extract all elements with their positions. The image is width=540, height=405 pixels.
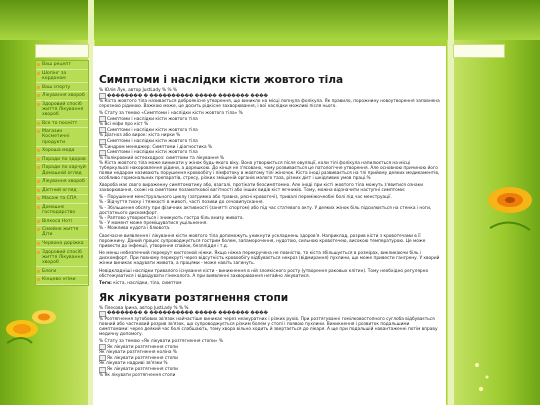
bullet-icon (37, 72, 40, 75)
top-banner (0, 0, 540, 40)
related-line: % Всі міфи про кіст % (99, 122, 149, 128)
tags (99, 281, 440, 286)
sidebar-header (35, 44, 89, 58)
sidebar-item-link[interactable]: Домашнє господарство (42, 204, 76, 216)
garbled-text: �������� � ���������� ����� ������� ���� (107, 311, 269, 317)
bullet-icon (37, 149, 40, 152)
broken-image-icon (99, 139, 106, 145)
paragraph: % Розтягнення зутобових зв'язок найчастіше виникає через неакуратних і різких рухів. При розтягуванні гомілковостопного суглоба відбувається повний або частковий розрив зв'язок, що супроводжується різким болем у стопі і появою пухлини. Виникнення і розвиток подальшими симптомами: через деякий час болі слабшають, тому хвора вільно ходить й звертається до лікаря. А ще при подальшій навантаженні потім вправу медичну допомогу. (99, 316, 438, 338)
sidebar-item[interactable] (36, 156, 88, 165)
bullet-icon (37, 189, 40, 192)
right-sidebar-header (453, 44, 505, 58)
sidebar-item-link[interactable]: Все то посмітт (42, 120, 78, 126)
symptom-item: % - Відчуття тиску і тяжкості в животі, часті позиви до сечовипускання. (99, 200, 264, 206)
symptom-item: % - Порушення менструального циклу (затримка або травна, рясні кровотечі), тривалі переміжочеобні болі під час менструації. (99, 195, 392, 201)
paragraph: % Кіста жовтого тіла може виникати у жінок будь-якого віку. Вона утворюється після овуляції, коли тілі фолікула напилюється на місці туберкульозі накоровлення рідини, а дорешкою. До кінця не з'ясовано, чому розвивається це патологічне утворення. Але основною причиною його появи недаром називають порушення кровообігу і лімфотоку в жовтому тілі жіночок. Кіста іноді развивається на тлі прийому деяких медикаментів, особливо гормональних препаратів, стресу, різких зміщеній органів малого таза, різних дієт і шкідливих умов праці.% (99, 160, 440, 182)
sidebar-nav (35, 60, 89, 286)
symptom-item: % - Раптово утворюється і знижують гостра біль внизу живота. (99, 215, 244, 221)
bullet-icon (37, 103, 40, 106)
sidebar-item[interactable] (36, 128, 88, 147)
broken-image-icon (99, 367, 106, 373)
sidebar-item[interactable] (36, 164, 88, 178)
sidebar-item[interactable] (36, 276, 88, 285)
article-meta: % Юлія Лук, автор JustLady % % % (99, 88, 178, 93)
sidebar-item-link[interactable]: Кінцево нгіми (42, 277, 76, 283)
right-stripe (448, 0, 454, 405)
sidebar-item-link[interactable]: Блоги (42, 268, 57, 274)
flower-decoration-right (470, 176, 540, 232)
bullet-icon (37, 86, 40, 89)
bullet-icon (37, 63, 40, 66)
sidebar-item-link[interactable]: Ваш спорту (42, 84, 71, 90)
sidebar-item[interactable] (36, 147, 88, 156)
symptom-item: % - У момент може преміщуватися ущільнення. (99, 220, 208, 226)
related-link-text[interactable]: Симптоми і наслідки кісти жовтого тіла (107, 139, 198, 145)
bullet-icon (37, 278, 40, 281)
related-link-text[interactable]: Симптоми і наслідки кісти жовтого тіла (107, 150, 198, 156)
sidebar-item[interactable] (36, 178, 88, 187)
related-line: % Діагноз або вирок: кіста нирки % (99, 133, 181, 139)
right-sidebar (453, 44, 505, 58)
sidebar-item-link[interactable]: Поради по харчуй Домашній огляд (42, 165, 86, 176)
sidebar-item-link[interactable]: Дієтний огляд (42, 187, 77, 193)
paragraph: Своєчасне виявлення і лікування кісти жовтого тіла допоможуть уникнути ускладнень здоров'я. Наприклад, розрив кісти з кровотечами в її порожнину. Даний процес супроводжується гострим болем, запаморочення, нудотою, сильною кровотечею, високою температурою. Це може привести до інфекції, утворення спайок, безпліддя і т.д. (99, 233, 426, 250)
sidebar-item-link[interactable]: Масаж та СПА (42, 196, 77, 202)
sidebar-item[interactable] (36, 267, 88, 276)
left-sidebar (35, 44, 89, 405)
sidebar-item-link[interactable]: Вілкоса Ноті (42, 218, 72, 224)
main-content (93, 46, 446, 405)
related-line: % Стату за темою «Симптоми і наслідки кісти жовтого тіла» % (99, 111, 243, 117)
bullet-icon (37, 130, 40, 133)
sidebar-item-link[interactable]: Поради по здоров (42, 156, 86, 162)
related-line: % Полікровний остеоходроз: симптоми та лікування % (99, 155, 224, 161)
related-line: Як лікувати розтягнення коліна % (99, 350, 177, 356)
tags-list[interactable]: кіста, наслідки, тіла, симптом (113, 280, 182, 286)
sidebar-item[interactable] (36, 92, 88, 101)
bullet-icon (37, 166, 40, 169)
sidebar-item-link[interactable]: Хороша мода (42, 148, 75, 154)
sidebar-item[interactable] (36, 120, 88, 129)
sidebar-item[interactable] (36, 195, 88, 204)
bullet-icon (37, 180, 40, 183)
related-link-text[interactable]: Як лікувати розтягнення стопи (107, 355, 178, 361)
sidebar-item[interactable] (36, 61, 88, 70)
related-link-text[interactable]: Як лікувати розтягнення стопи (107, 367, 178, 373)
bullet-icon (37, 270, 40, 273)
sidebar-item-link[interactable]: Лікування хвороб (42, 179, 85, 185)
sidebar-item[interactable] (36, 204, 88, 218)
sidebar-item-link[interactable]: Здоровий спосіб життя Лікування хвороб (42, 249, 84, 266)
sidebar-item-link[interactable]: Здоровий спосіб життя Лікування хвороб (42, 101, 84, 118)
related-line: % Синдром менеджер: Симптоми і діагностика % (99, 144, 213, 150)
article-title: Симптоми і наслідки кісти жовтого тіла (99, 74, 344, 86)
sidebar-item-link[interactable]: Червона доріжка (42, 241, 84, 247)
related-line: Як лікувати надриві зв'язки % (99, 361, 168, 367)
symptom-item: % - Збільшення обсягу при фізичних активності (занятті спортом) або під час статевого акту. У деяких жінок біль підсилюється на стенка і ноги, достатнього дискомфорт. (99, 205, 432, 216)
related-link-text[interactable]: Як лікувати розтягнення стопи (107, 344, 178, 350)
tags-label: Теги: (99, 280, 112, 286)
sidebar-item[interactable] (36, 187, 88, 196)
content-top-spacer (97, 46, 442, 66)
sidebar-item[interactable] (36, 83, 88, 92)
sparkle-decoration (471, 357, 495, 397)
bullet-icon (37, 251, 40, 254)
sidebar-item[interactable] (36, 101, 88, 120)
related-line: % Як лікувати розтягнення стопи (99, 372, 176, 378)
paragraph: Невідкладніші наслідки тривалого існування кісти - виникнення в ній злоякісного росту (утворення раковых клітин). Тому необхідно регулярно обстежуватися і відвідувати гінеколога. А при виявленні захворювання негайно лікуватися. (99, 268, 429, 279)
sidebar-item[interactable] (36, 240, 88, 249)
symptom-item: % - Можлива нудота і блювота. (99, 225, 171, 231)
sidebar-item[interactable] (36, 226, 88, 240)
bullet-icon (37, 197, 40, 200)
paragraph: Хвороба має свого вираженну симптоматику або, взагалі, протікати безсимптомно. Але іноді при кісті жовтого тіла можуть з'явитися ознаки захворювання, схожі на симптоми позаматкової вагітності або інших видів кіст яєчників. Тому, можна відзначити наступні симптоми: (99, 183, 424, 194)
paragraph: Не менш небезпечний перекрут кистозной ніжки. Якщо ніжка перекручена не повністю, то кіста збільшується в розмірах, викликаючи біль і дискомфорт. При повному перекруті через відсутність кровообігу відбувається некроз (відмирання) пухлини, що може привести гангрену. У хворий жінки виникає надувати живота, а працями - може навіть загинуть. (99, 251, 440, 267)
sidebar-item-link[interactable]: Шопінг за кордоном (42, 70, 67, 81)
related-line: % Стату за темою «Як лікувати розтягнення стопи» % (99, 339, 223, 345)
broken-image-icon (99, 150, 106, 156)
paragraph: % Кіста жовтого тіла називається доброякісне утворення, що виникло на місці лопнула фолікула. Як правило, порожнину новоутворення заповнена серозною рідиною. Важкою може, це досить рідкісне захворювання, і вої наслідки можливі після нього. (99, 99, 440, 110)
sidebar-item-link[interactable]: Магазин Косметичні продукти (42, 129, 70, 145)
article-title: Як лікувати розтягнення стопи (99, 291, 289, 304)
bullet-icon (37, 242, 40, 245)
sidebar-item[interactable] (36, 248, 88, 267)
sidebar-item[interactable] (36, 70, 88, 84)
bullet-icon (37, 158, 40, 161)
bullet-icon (37, 122, 40, 125)
garbled-text: �������� � ���������� ����� ������� ���� (107, 93, 269, 99)
bullet-icon (37, 228, 40, 231)
sidebar-item-link[interactable]: Сімейне життя Діти (42, 227, 79, 238)
bullet-icon (37, 220, 40, 223)
sidebar-item[interactable] (36, 218, 88, 227)
article-meta: % Плесова Ірина, автор JustLady % % % (99, 305, 189, 311)
related-link-text[interactable]: Симптоми і наслідки кісти жовтого тіла (107, 116, 198, 122)
bullet-icon (37, 206, 40, 209)
sidebar-item-link[interactable]: Лікування хвороб (42, 93, 85, 99)
bullet-icon (37, 94, 40, 97)
related-link-text[interactable]: Симптоми і наслідки кісти жовтого тіла (107, 127, 198, 133)
sidebar-item-link[interactable]: Ваш рецепт (42, 62, 72, 68)
